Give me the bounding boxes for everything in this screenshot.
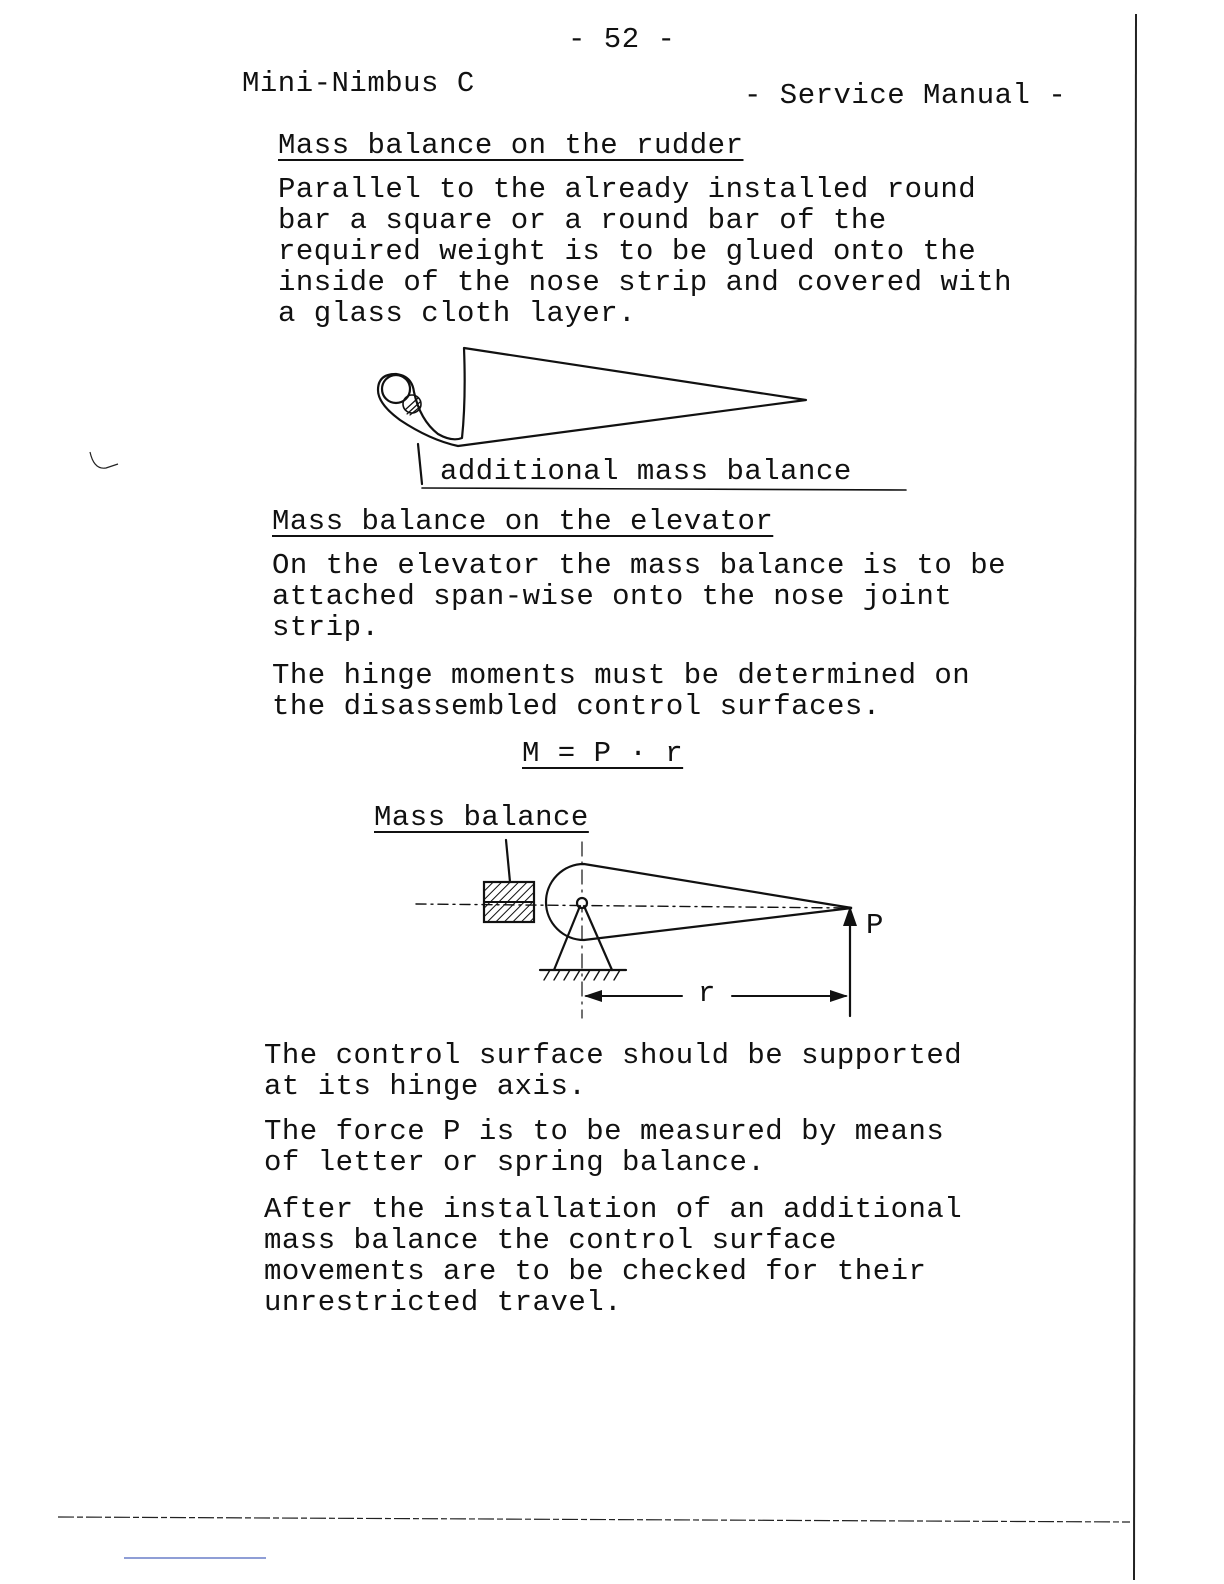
text-line: a glass cloth layer. bbox=[278, 297, 637, 330]
text-line: strip. bbox=[272, 611, 380, 644]
text-line: After the installation of an additional bbox=[264, 1193, 963, 1226]
text-line: The force P is to be measured by means bbox=[264, 1115, 945, 1148]
text-line: unrestricted travel. bbox=[264, 1286, 623, 1319]
elevator-heading: Mass balance on the elevator bbox=[272, 505, 774, 538]
force-p-label: P bbox=[866, 909, 884, 942]
text-line: movements are to be checked for their bbox=[264, 1255, 927, 1288]
text-line: at its hinge axis. bbox=[264, 1070, 587, 1103]
hinge-moment-formula: M = P · r bbox=[522, 737, 684, 770]
text-line: the disassembled control surfaces. bbox=[272, 690, 881, 723]
text-line: required weight is to be glued onto the bbox=[278, 235, 977, 268]
right-page-edge bbox=[1134, 14, 1136, 1580]
mass-balance-label: Mass balance bbox=[374, 801, 589, 834]
left-margin-mark bbox=[90, 452, 118, 468]
text-line: bar a square or a round bar of the bbox=[278, 204, 887, 237]
additional-mass-balance-label: additional mass balance bbox=[440, 455, 852, 488]
text-line: On the elevator the mass balance is to be bbox=[272, 549, 1007, 582]
rudder-heading: Mass balance on the rudder bbox=[278, 129, 744, 162]
text-line: mass balance the control surface bbox=[264, 1224, 837, 1257]
text-line: of letter or spring balance. bbox=[264, 1146, 766, 1179]
text-line: The hinge moments must be determined on bbox=[272, 659, 971, 692]
text-line: Parallel to the already installed round bbox=[278, 173, 977, 206]
page-number: - 52 - bbox=[568, 23, 676, 56]
document-subtitle: - Service Manual - bbox=[744, 79, 1067, 112]
text-line: The control surface should be supported bbox=[264, 1039, 963, 1072]
document-title: Mini-Nimbus C bbox=[242, 67, 475, 100]
lever-arm-r-label: r bbox=[698, 977, 716, 1010]
text-line: attached span-wise onto the nose joint bbox=[272, 580, 953, 613]
footer-rule bbox=[58, 1517, 1130, 1522]
text-line: inside of the nose strip and covered with bbox=[278, 266, 1013, 299]
